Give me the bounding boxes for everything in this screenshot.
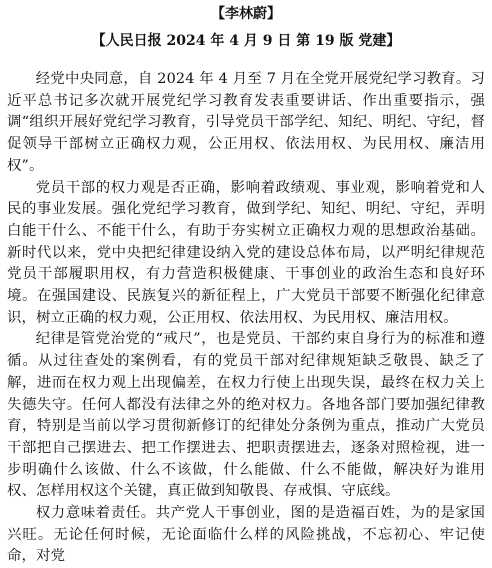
source-line: 【人民日报 2024 年 4 月 9 日 第 19 版 党建】 xyxy=(91,33,401,49)
paragraph-2: 党员干部的权力观是否正确，影响着政绩观、事业观，影响着党和人民的事业发展。强化党纪学习教育，做到学纪、知纪、明纪、守纪，弄明白能干什么、不能干什么，有助于夯实树立正确权力观的思想政治基础。新时代以来，党中央把纪律建设纳入党的建设总体布局，以严明纪律规范党员干部履职用权，有力营造积极健康、干事创业的政治生态和良好环境。在强国建设、民族复兴的新征程上，广大党员干部要不断强化纪律意识，树立正确的权力观，公正用权、依法用权、为民用权、廉洁用权。 xyxy=(7,179,485,326)
paragraph-1: 经党中央同意，自 2024 年 4 月至 7 月在全党开展党纪学习教育。习近平总书记多次就开展党纪学习教育发表重要讲话、作出重要指示，强调“组织开展好党纪学习教育，引导党员干部学纪、知纪、明纪、守纪，督促领导干部树立正确权力观，公正用权、依法用权、为民用权、廉洁用权”。 xyxy=(7,71,485,174)
author-line: 【李林蔚】 xyxy=(211,6,281,22)
paragraph-3: 纪律是管党治党的“戒尺”，也是党员、干部约束自身行为的标准和遵循。从过往查处的案例看，有的党员干部对纪律规矩缺乏敬畏、缺乏了解，进而在权力观上出现偏差，在权力行使上出现失误，最终在权力关上失德失守。任何人都没有法律之外的绝对权力。各地各部门要加强纪律教育，特别是当前以学习贯彻新修订的纪律处分条例为重点，推动广大党员干部把自己摆进去、把工作摆进去、把职责摆进去，逐条对照检视，进一步明确什么该做、什么不该做，什么能做、什么不能做，解决好为谁用权、怎样用权这个关键，真正做到知敬畏、存戒惧、守底线。 xyxy=(7,331,485,500)
article-body xyxy=(7,69,485,568)
paragraph-4: 权力意味着责任。共产党人干事创业，图的是造福百姓，为的是家国兴旺。无论任何时候，无论面临什么样的风险挑战，不忘初心、牢记使命，对党 xyxy=(7,505,485,565)
